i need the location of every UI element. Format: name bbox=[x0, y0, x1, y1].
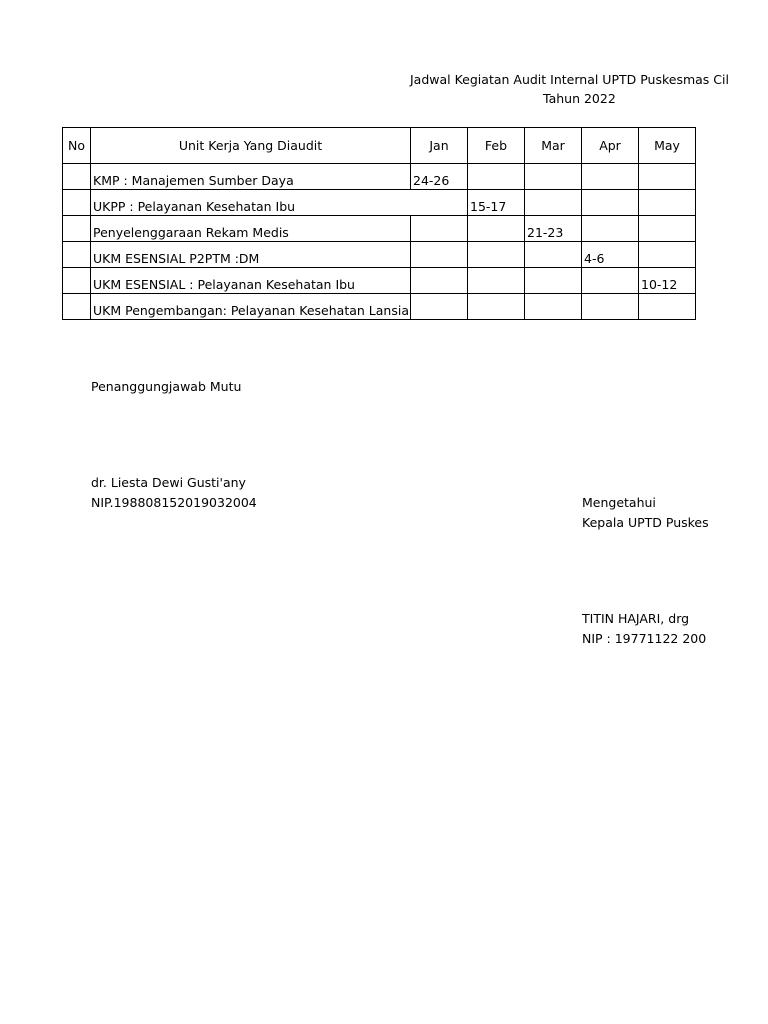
cell-mar bbox=[525, 242, 582, 268]
cell-mar bbox=[525, 268, 582, 294]
cell-no bbox=[63, 164, 91, 190]
cell-may bbox=[639, 294, 696, 320]
cell-unit: UKM ESENSIAL : Pelayanan Kesehatan Ibu bbox=[91, 268, 411, 294]
cell-jan: 24-26 bbox=[411, 164, 468, 190]
head-acknowledge: Mengetahui bbox=[582, 495, 656, 510]
cell-apr bbox=[582, 164, 639, 190]
responsible-title: Penanggungjawab Mutu bbox=[91, 379, 242, 394]
cell-apr bbox=[582, 268, 639, 294]
cell-feb bbox=[468, 268, 525, 294]
audit-schedule-table bbox=[62, 127, 696, 320]
table-row bbox=[63, 242, 696, 268]
cell-apr bbox=[582, 216, 639, 242]
cell-mar bbox=[525, 164, 582, 190]
cell-no bbox=[63, 242, 91, 268]
cell-mar bbox=[525, 294, 582, 320]
cell-no bbox=[63, 268, 91, 294]
document-title: Jadwal Kegiatan Audit Internal UPTD Puskesmas Cil bbox=[410, 72, 729, 87]
cell-feb: 15-17 bbox=[468, 190, 525, 216]
cell-may bbox=[639, 216, 696, 242]
cell-no bbox=[63, 216, 91, 242]
cell-jan bbox=[411, 242, 468, 268]
cell-feb bbox=[468, 294, 525, 320]
cell-unit: KMP : Manajemen Sumber Daya bbox=[91, 164, 411, 190]
cell-feb bbox=[468, 216, 525, 242]
cell-unit: Penyelenggaraan Rekam Medis bbox=[91, 216, 411, 242]
cell-feb bbox=[468, 164, 525, 190]
table-row bbox=[63, 294, 696, 320]
column-header-apr: Apr bbox=[582, 128, 639, 164]
cell-may bbox=[639, 190, 696, 216]
head-name: TITIN HAJARI, drg bbox=[582, 611, 690, 626]
column-header-jan: Jan bbox=[411, 128, 468, 164]
cell-unit: UKPP : Pelayanan Kesehatan Ibu bbox=[91, 190, 468, 216]
cell-may bbox=[639, 242, 696, 268]
cell-mar bbox=[525, 190, 582, 216]
cell-unit: UKM Pengembangan: Pelayanan Kesehatan Lansia bbox=[91, 294, 411, 320]
cell-apr bbox=[582, 294, 639, 320]
cell-mar: 21-23 bbox=[525, 216, 582, 242]
cell-apr: 4-6 bbox=[582, 242, 639, 268]
table-row bbox=[63, 190, 696, 216]
head-title: Kepala UPTD Puskes bbox=[582, 515, 709, 530]
cell-feb bbox=[468, 242, 525, 268]
cell-may: 10-12 bbox=[639, 268, 696, 294]
head-nip: NIP : 19771122 200 bbox=[582, 631, 707, 646]
table-row bbox=[63, 164, 696, 190]
responsible-name: dr. Liesta Dewi Gusti'any bbox=[91, 475, 246, 490]
cell-jan bbox=[411, 268, 468, 294]
column-header-mar: Mar bbox=[525, 128, 582, 164]
table-row bbox=[63, 216, 696, 242]
column-header-no: No bbox=[63, 128, 91, 164]
table-header-row bbox=[63, 128, 696, 164]
cell-no bbox=[63, 294, 91, 320]
cell-unit: UKM ESENSIAL P2PTM :DM bbox=[91, 242, 411, 268]
cell-apr bbox=[582, 190, 639, 216]
document-year: Tahun 2022 bbox=[543, 91, 616, 106]
table-row bbox=[63, 268, 696, 294]
responsible-nip: NIP.198808152019032004 bbox=[91, 495, 257, 510]
cell-jan bbox=[411, 294, 468, 320]
cell-no bbox=[63, 190, 91, 216]
cell-jan bbox=[411, 216, 468, 242]
column-header-feb: Feb bbox=[468, 128, 525, 164]
column-header-may: May bbox=[639, 128, 696, 164]
column-header-unit: Unit Kerja Yang Diaudit bbox=[91, 128, 411, 164]
cell-may bbox=[639, 164, 696, 190]
